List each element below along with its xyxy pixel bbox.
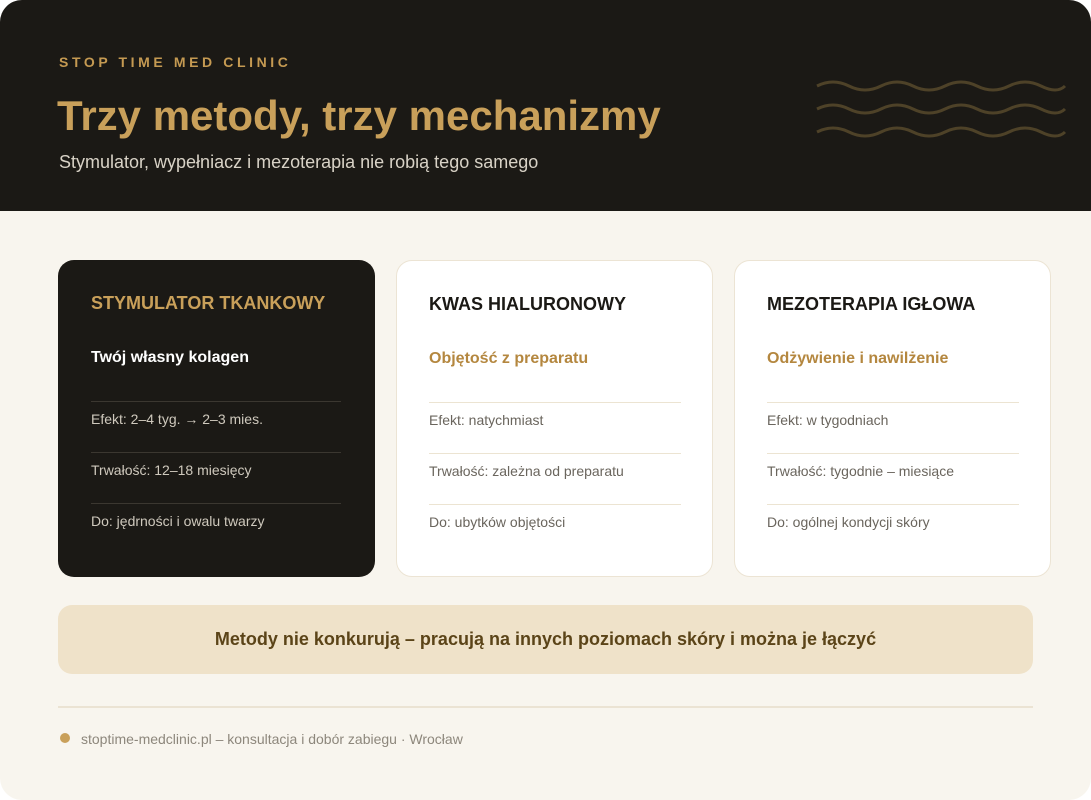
divider — [767, 504, 1019, 505]
card-effect: Efekt: w tygodniach — [767, 412, 889, 428]
page-subtitle: Stymulator, wypełniacz i mezoterapia nie robią tego samego — [59, 152, 539, 172]
card-hyaluronic-acid — [396, 260, 713, 577]
card-title: STYMULATOR TKANKOWY — [91, 293, 326, 313]
divider — [91, 401, 341, 402]
divider — [429, 402, 681, 403]
card-title: KWAS HIALURONOWY — [429, 294, 626, 314]
divider — [767, 402, 1019, 403]
divider — [91, 452, 341, 453]
card-duration: Trwałość: 12–18 miesięcy — [91, 462, 252, 478]
card-target: Do: ubytków objętości — [429, 514, 566, 530]
card-subtitle: Twój własny kolagen — [91, 349, 249, 366]
page-title: Trzy metody, trzy mechanizmy — [57, 92, 661, 139]
footer-divider — [58, 706, 1033, 708]
divider — [429, 504, 681, 505]
bullet-dot-icon — [60, 733, 70, 743]
divider — [429, 453, 681, 454]
summary-text: Metody nie konkurują – pracują na innych poziomach skóry i można je łączyć — [214, 629, 877, 649]
summary-banner — [58, 605, 1033, 674]
divider — [767, 453, 1019, 454]
card-subtitle: Objętość z preparatu — [429, 350, 589, 367]
card-effect: Efekt: 2–4 tyg. → 2–3 mies. — [91, 411, 263, 427]
card-effect: Efekt: natychmiast — [429, 412, 544, 428]
card-needle-mesotherapy — [734, 260, 1051, 577]
card-target: Do: ogólnej kondycji skóry — [767, 514, 930, 530]
header — [0, 0, 1091, 211]
card-title: MEZOTERAPIA IGŁOWA — [767, 294, 976, 314]
clinic-name: STOP TIME MED CLINIC — [59, 54, 292, 70]
wave-lines-icon — [815, 76, 1067, 146]
card-duration: Trwałość: tygodnie – miesiące — [767, 463, 955, 479]
divider — [91, 503, 341, 504]
card-tissue-stimulator — [58, 260, 375, 577]
card-subtitle: Odżywienie i nawilżenie — [767, 350, 949, 367]
footer-text: stoptime-medclinic.pl – konsultacja i dobór zabiegu · Wrocław — [81, 731, 463, 747]
card-duration: Trwałość: zależna od preparatu — [429, 463, 624, 479]
card-target: Do: jędrności i owalu twarzy — [91, 513, 265, 529]
